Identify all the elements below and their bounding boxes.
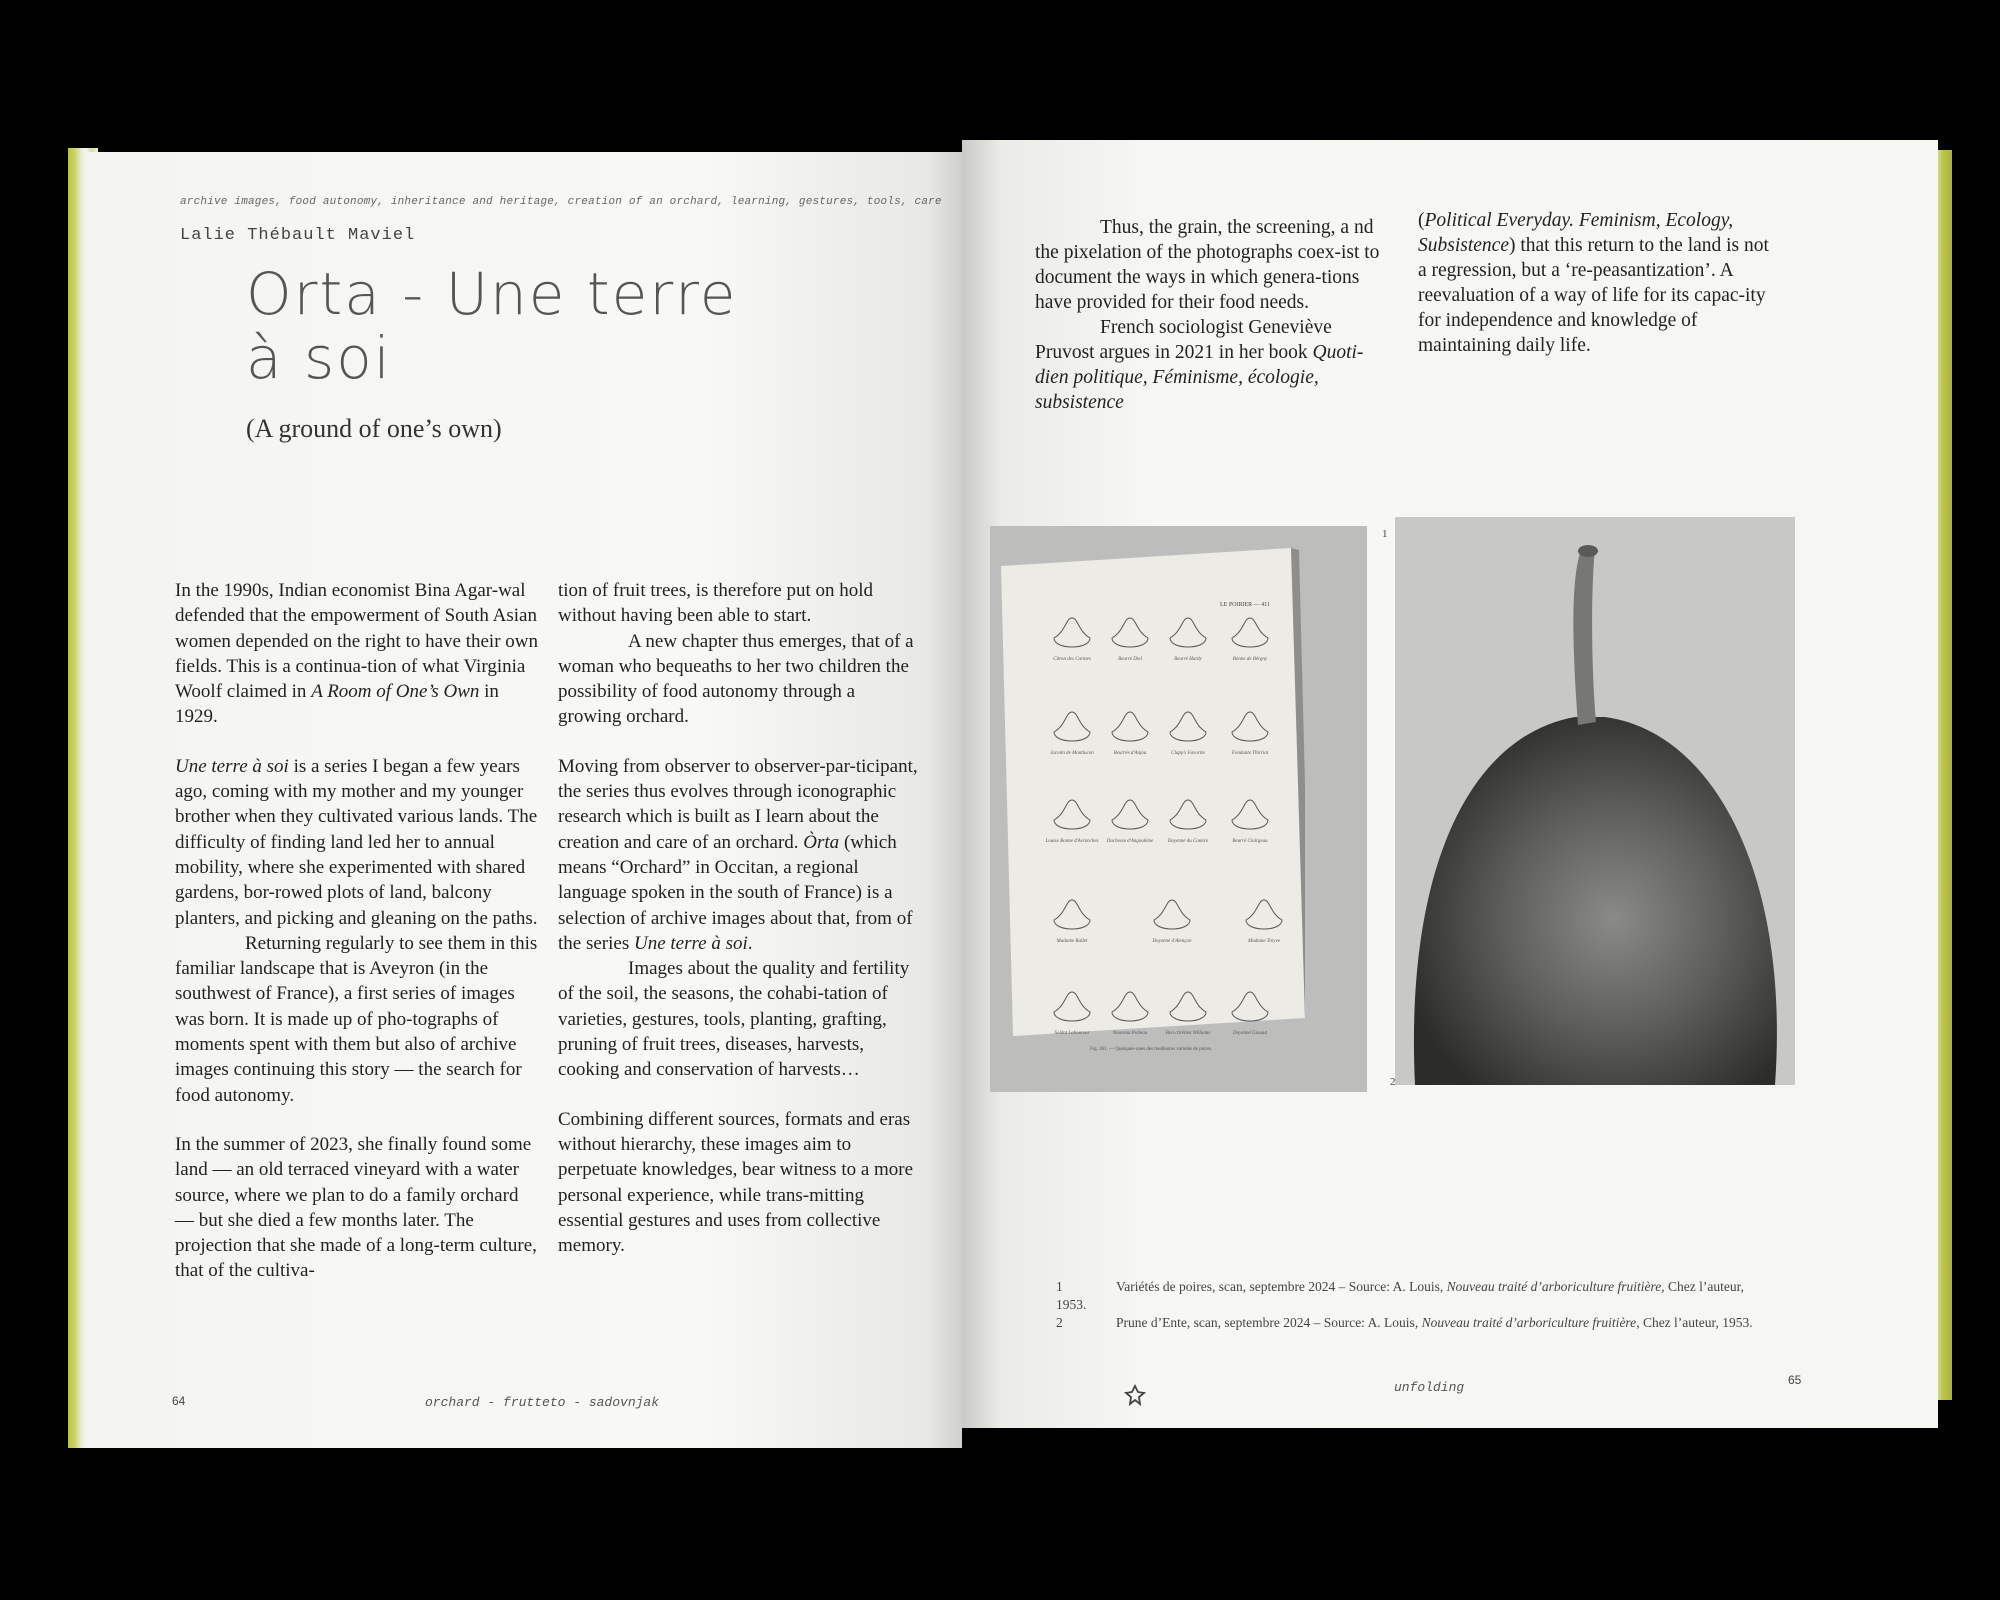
pear-outline [1232,800,1268,829]
pear-label: Beurrée d'Anjou [1113,751,1147,756]
paragraph: A new chapter thus emerges, that of a woman who bequeaths to her two children the possibility of food autonomy through a growing orchard. [558,630,914,728]
pear-outline [1112,618,1148,647]
paragraph: Images about the quality and fertility of the soil, the seasons, the cohabi-tation of varieties, gestures, tools, planting, grafting, pruning of fruit trees, diseases, harvests, cooking and conservation of harvests… [558,958,910,1081]
pear-label: Clapp's Favorite [1171,751,1205,756]
paragraph: Returning regularly to see them in this familiar landscape that is Aveyron (in the southwest of France), a first series of images was born. It is made up of pho-tographs of moments spent with them but also of archive images continuing this story — the search for food autonomy. [175,932,538,1106]
pear-label: Bonne de Bérgny [1232,657,1268,662]
pear-label: Citron des Carmes [1053,657,1091,662]
pear-label: Doyenné Gouaut [1232,1031,1268,1036]
scan-caption: Fig. 361. — Quelques-unes des meilleures variétés de poires. [1090,1047,1213,1052]
pear-label: Doyenné d'Alençon [1152,939,1192,944]
article-title [246,262,846,390]
keywords-line: archive images, food autonomy, inheritance and heritage, creation of an orchard, learning, gestures, tools, care [180,196,942,208]
figure-1-number: 1 [1382,528,1388,540]
pear-outline [1232,992,1268,1021]
pear-outline [1112,712,1148,741]
paragraph: Combining different sources, formats and eras without hierarchy, these images aim to perpetuate knowledges, bear witness to a more personal experience, while trans-mitting essential gestures and uses from collective memory. [558,1108,914,1257]
right-column-2 [1418,208,1778,358]
pear-outline [1246,900,1282,929]
paragraph: (Political Everyday. Feminism, Ecology, Subsistence) that this return to the land is not a regression, but a ‘re-peasantization’. A reevaluation of a way of life for its capac-ity for independence and knowledge of maintaining daily life. [1418,210,1769,356]
pear-label: Soldat Laboureur [1054,1031,1090,1036]
pear-label: Madame Treyve [1248,939,1280,944]
pear-outline [1170,712,1206,741]
caption-2: 2 Prune d’Ente, scan, septembre 2024 – Source: A. Louis, Nouveau traité d’arboriculture fruitière, Chez l’auteur, 1953. [1056,1315,1753,1330]
figure-captions [1056,1278,1756,1332]
pear-label: Fondante Thirriot [1231,751,1269,756]
figure-2-number: 2 [1390,1076,1396,1088]
figure-2-photo [1395,517,1795,1085]
pear-outline [1112,992,1148,1021]
pear-outline [1170,800,1206,829]
article-subtitle: (A ground of one’s own) [246,414,502,443]
paragraph: In the summer of 2023, she finally found some land — an old terraced vineyard with a water source, where we plan to do a family orchard — but she died a few months later. The projection that she made of a long-term culture, that of the cultiva- [175,1133,537,1282]
pear-outline [1154,900,1190,929]
scan-labels [990,526,1367,1092]
pear-label: Beurré Clairgeau [1232,839,1268,844]
pear-outline [1054,900,1090,929]
pear-label: Duchesse d'Angoulême [1106,839,1154,844]
author-name: Lalie Thébault Maviel [180,226,416,245]
pear-plate [990,526,1367,1092]
pear-outline [1232,618,1268,647]
pear-outline [1054,712,1090,741]
pear-label: Doyenné du Comice [1167,839,1209,844]
figure-1-photo [990,526,1367,1092]
paragraph: In the 1990s, Indian economist Bina Agar-wal defended that the empowerment of South Asian women depended on the right to have their own fields. This is a continua-tion of what Virginia Woolf claimed in A Room of One’s Own in 1929. [175,580,539,728]
pear-outline [1054,618,1090,647]
plum-illustration [1395,517,1795,1085]
paragraph: French sociologist Geneviève Pruvost argues in 2021 in her book Quoti-dien politique, Féminisme, écologie, subsistence [1035,317,1364,413]
pear-outline [1232,712,1268,741]
pear-label: Bon chrétien Williams [1165,1031,1211,1036]
running-footer-right: unfolding [1394,1380,1465,1395]
pear-outline [1170,992,1206,1021]
paragraph: tion of fruit trees, is therefore put on hold without having been able to start. [558,580,874,627]
pear-label: Louise Bonne d'Avranches [1045,839,1099,844]
publisher-logo-icon [1124,1384,1146,1406]
caption-1: 1 Variétés de poires, scan, septembre 2024 – Source: A. Louis, Nouveau traité d’arboriculture fruitière, Chez l’auteur, 1953. [1056,1279,1744,1312]
paragraph: Une terre à soi is a series I began a few years ago, coming with my mother and my younger brother when they cultivated various lands. The difficulty of finding land led her to annual mobility, where she experimented with shared gardens, bor-rowed plots of land, balcony planters, and picking and gleaning on the paths. [175,755,538,929]
pear-outline [1054,800,1090,829]
left-column-2 [558,578,918,1282]
pear-outline [1170,618,1206,647]
running-footer-left: orchard - frutteto - sadovnjak [425,1395,660,1410]
pear-outline [1054,992,1090,1021]
pear-label: Beurré Diel [1118,657,1142,662]
left-column-1 [175,578,540,1308]
title-line-1: Orta - Une terre [246,260,738,328]
page-number-right: 65 [1788,1373,1802,1387]
paragraph: Moving from observer to observer-par-ticipant, the series thus evolves through iconographic research which is built as I learn about the creation and care of an orchard. Òrta (which means “Orchard” in Occitan, a regional language spoken in the south of France) is a selection of archive images about that, from of the series Une terre à soi. [558,755,918,954]
pear-label: Nouveau Poiteau [1112,1031,1148,1036]
right-column-1 [1035,215,1385,415]
pear-label: Jacotin de Montlucon [1050,751,1094,756]
pear-label: Beurré Hardy [1174,657,1202,662]
pear-outline [1112,800,1148,829]
scan-header: LE POIRIER — 411 [1220,602,1270,608]
paragraph: Thus, the grain, the screening, a nd the pixelation of the photographs coex-ist to document the ways in which genera-tions have provided for their food needs. [1035,217,1380,313]
page-number-left: 64 [172,1394,186,1408]
title-line-2: à soi [246,324,392,392]
pear-label: Madame Ballet [1056,939,1088,944]
